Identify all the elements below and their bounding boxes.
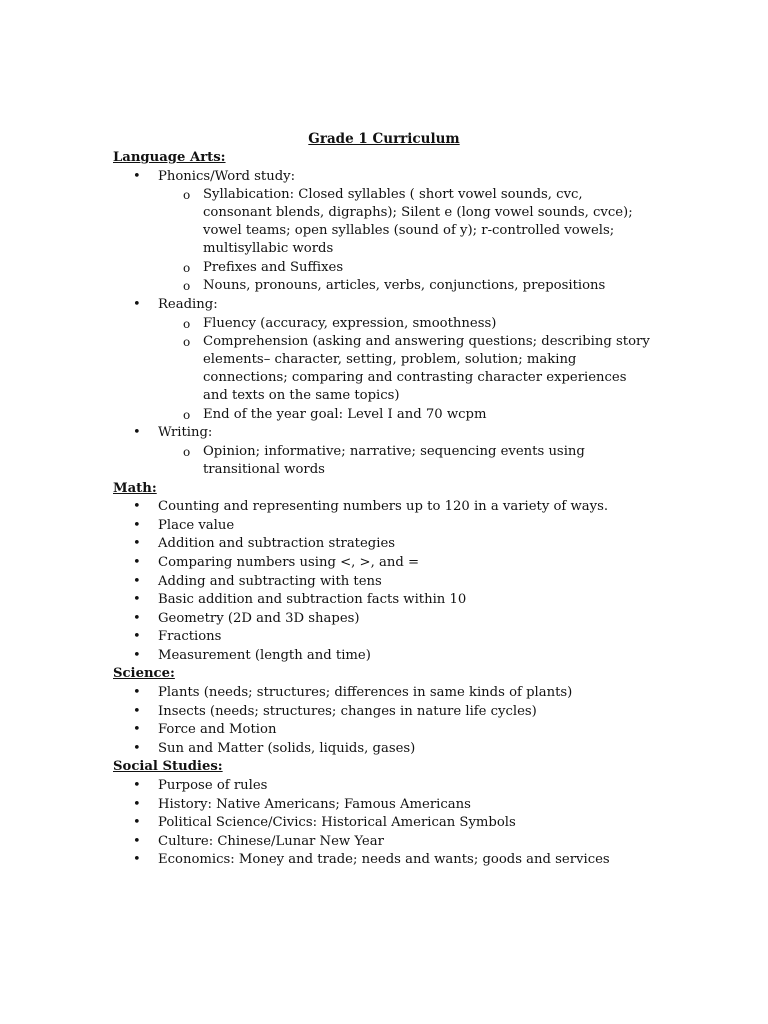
list-item: • Plants (needs; structures; differences in same kinds of plants) <box>113 684 653 702</box>
writing-sublist <box>113 443 653 479</box>
list-item: • Political Science/Civics: Historical American Symbols <box>113 814 653 832</box>
list-item <box>113 168 653 296</box>
page-title: Grade 1 Curriculum <box>308 131 460 147</box>
science-list <box>113 684 653 758</box>
list-item: • Sun and Matter (solids, liquids, gases) <box>113 740 653 758</box>
list-item: • Measurement (length and time) <box>113 647 653 665</box>
list-item: • Economics: Money and trade; needs and wants; goods and services <box>113 851 653 869</box>
list-item: • Counting and representing numbers up to 120 in a variety of ways. <box>113 498 653 516</box>
sub-list-item: o Nouns, pronouns, articles, verbs, conjunctions, prepositions <box>113 277 653 295</box>
list-item-text: Reading: <box>158 296 218 312</box>
sub-list-item: o Syllabication: Closed syllables ( short vowel sounds, cvc, consonant blends, digraphs); Silent e (long vowel sounds, cvce); vowel teams; open syllables (sound of y); r-controlled vowels; multisyllabic words <box>113 186 653 258</box>
list-item: • Fractions <box>113 628 653 646</box>
language-arts-list <box>113 168 653 479</box>
list-item: • Place value <box>113 517 653 535</box>
sub-list-item: o Comprehension (asking and answering questions; describing story elements– character, setting, problem, solution; making connections; comparing and contrasting character experiences and texts on the same topics) <box>113 333 653 405</box>
list-item: • Adding and subtracting with tens <box>113 573 653 591</box>
list-item: • History: Native Americans; Famous Americans <box>113 796 653 814</box>
document-body <box>113 149 653 871</box>
social-studies-list <box>113 777 653 869</box>
section-heading-math: Math: <box>113 480 157 496</box>
reading-sublist <box>113 315 653 424</box>
sub-list-item: o End of the year goal: Level I and 70 wcpm <box>113 406 653 424</box>
list-item: • Force and Motion <box>113 721 653 739</box>
list-item: • Addition and subtraction strategies <box>113 535 653 553</box>
list-item <box>113 424 653 479</box>
sub-list-item: o Opinion; informative; narrative; sequencing events using transitional words <box>113 443 653 479</box>
sub-list-item: o Fluency (accuracy, expression, smoothness) <box>113 315 653 333</box>
list-item: • Geometry (2D and 3D shapes) <box>113 610 653 628</box>
phonics-sublist <box>113 186 653 295</box>
list-item <box>113 296 653 424</box>
list-item-text: Phonics/Word study: <box>158 168 296 184</box>
section-heading-language-arts: Language Arts: <box>113 150 226 165</box>
math-list <box>113 498 653 665</box>
list-item-text: Writing: <box>158 425 213 441</box>
list-item: • Basic addition and subtraction facts within 10 <box>113 591 653 609</box>
list-item: • Culture: Chinese/Lunar New Year <box>113 833 653 851</box>
list-item: • Purpose of rules <box>113 777 653 795</box>
section-heading-social-studies: Social Studies: <box>113 759 223 775</box>
list-item: • Insects (needs; structures; changes in nature life cycles) <box>113 703 653 721</box>
sub-list-item: o Prefixes and Suffixes <box>113 259 653 277</box>
list-item: • Comparing numbers using <, >, and = <box>113 554 653 572</box>
section-heading-science: Science: <box>113 666 175 682</box>
